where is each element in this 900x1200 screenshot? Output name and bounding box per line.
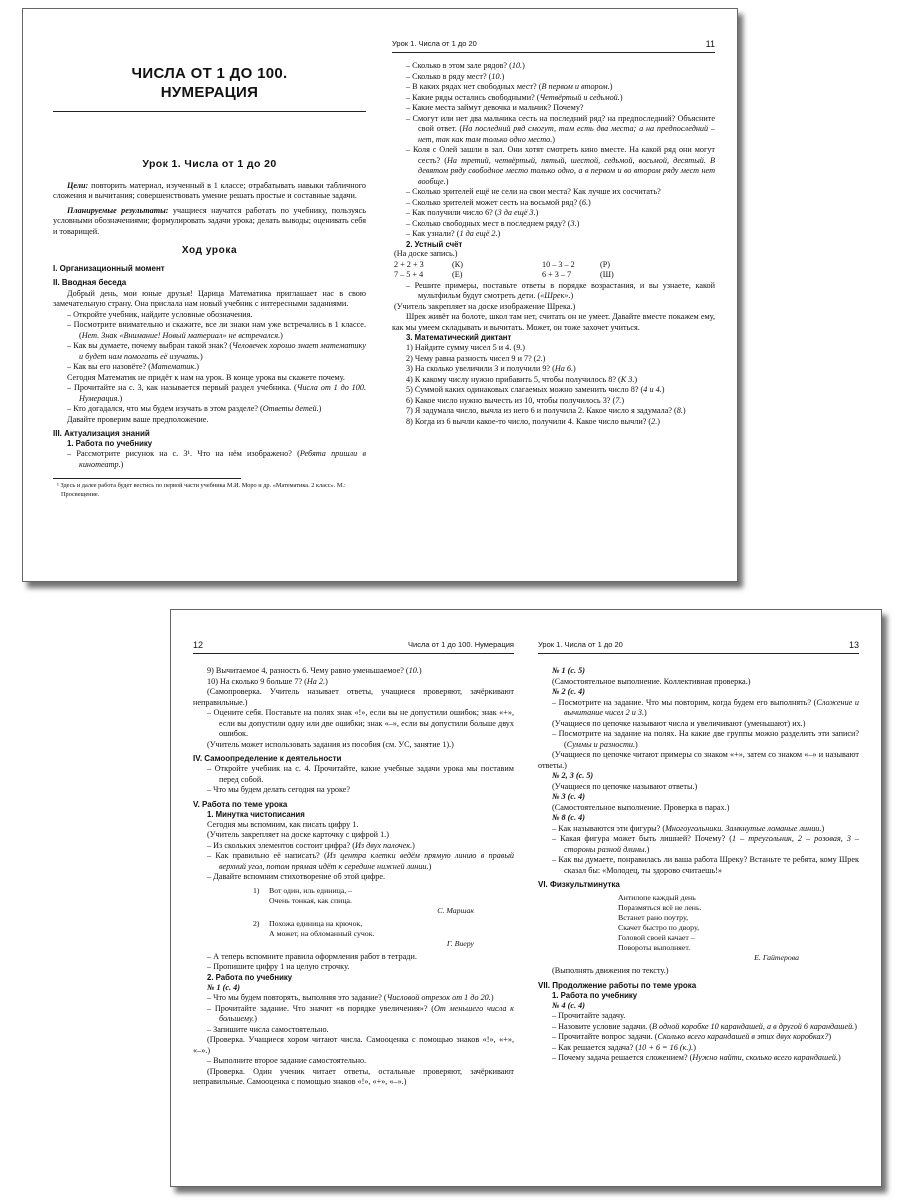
dialogue-line: – Как решается задача? (10 + 6 = 16 (к.).): [552, 1042, 696, 1052]
subsection-heading: 1. Минутка чистописания: [207, 809, 305, 819]
section-heading: V. Работа по теме урока: [193, 799, 288, 809]
dialogue-line: – Как вы думаете, почему выбран такой знак? (Человечек хорошо знает математику и будет нам помогать её изучать.): [67, 341, 366, 361]
paragraph: (Учитель может использовать задания из пособия (см. УС, занятие 1).): [207, 739, 454, 749]
poem: [253, 919, 514, 949]
page-content: [193, 666, 514, 1088]
paragraph: (Учитель закрепляет на доске изображение Шрека.): [394, 301, 576, 311]
poem-number: 2): [253, 918, 260, 928]
dialogue-line: – Пропишите цифру 1 на целую строчку.: [207, 962, 350, 972]
examples-table: [392, 260, 715, 281]
chapter-title: [53, 65, 366, 112]
section-heading: VI. Физкультминутка: [538, 880, 620, 889]
poem: [618, 893, 859, 963]
paragraph: (Учащиеся по цепочке называют ответы.): [552, 781, 698, 791]
paragraph: (Самостоятельное выполнение. Проверка в парах.): [552, 802, 730, 812]
running-header-title: Урок 1. Числа от 1 до 20: [538, 640, 623, 649]
results-paragraph: [53, 206, 366, 238]
page-13: [526, 610, 881, 1186]
lesson-flow-heading: Ход урока: [181, 245, 238, 257]
dialogue-line: – Сколько в ряду мест? (10.): [406, 71, 505, 81]
task-number: № 1 (с. 5): [552, 666, 585, 675]
dialogue-line: – Кто догадался, что мы будем изучать в этом разделе? (Ответы детей.): [67, 404, 322, 414]
footnote-text: ¹ Здесь и далее работа будет вестись по первой части учебника М.И. Моро и др. «Математика. 2 класс». М.: Просвещение.: [57, 482, 346, 498]
dialogue-line: 5) Суммой каких одинаковых слагаемых можно заменить число 8? (4 и 4.): [406, 385, 665, 395]
page-11: [380, 9, 737, 581]
chapter-title-line1: ЧИСЛА ОТ 1 ДО 100.: [131, 65, 288, 82]
dialogue-line: – Посмотрите на задание на полях. На какие две группы можно разделить эти записи? (Суммы и разности.): [552, 729, 859, 749]
dialogue-line: – Как правильно её написать? (Из центра клетки ведём прямую линию в правый верхний угол, потом прямая идёт к середине нижней линии.): [207, 851, 514, 871]
dialogue-line: – Решите примеры, поставьте ответы в порядке возрастания, и вы узнаете, какой мультфильм будут смотреть дети. («Шрек».): [406, 280, 715, 301]
section-heading: I. Организационный момент: [53, 264, 165, 274]
poem-number: 1): [253, 885, 260, 895]
paragraph: (Самопроверка. Учитель называет ответы, учащиеся проверяют, зачёркивают неправильные.): [193, 687, 514, 707]
subsection-heading: 2. Работа по учебнику: [207, 972, 293, 982]
poem-line: Вот один, иль единица, –: [269, 885, 353, 895]
running-header: [392, 39, 715, 53]
dialogue-line: 8) Когда из 6 вычли какое-то число, получили 4. Какое число вычли? (2.): [406, 416, 660, 426]
dialogue-line: – Почему задача решается сложением? (Нужно найти, сколько всего карандашей.): [552, 1053, 841, 1063]
page-content: [538, 666, 859, 1064]
table-cell: 2 + 2 + 3: [394, 259, 424, 269]
poem-line: Поразмяться всё не лень.: [618, 903, 702, 913]
dialogue-line: – Как называются эти фигуры? (Многоугольники. Замкнутые ломаные линии.): [552, 823, 825, 833]
chapter-title-line2: НУМЕРАЦИЯ: [160, 83, 259, 101]
section-heading: III. Актуализация знаний: [53, 429, 150, 439]
dialogue-line: – А теперь вспомните правила оформления работ в тетради.: [207, 951, 417, 961]
running-header: [538, 640, 859, 654]
dialogue-line: 6) Какое число нужно вычесть из 10, чтобы получилось 3? (7.): [406, 395, 625, 405]
paragraph: (Выполнять движения по тексту.): [552, 966, 669, 976]
dialogue-line: 3) На сколько увеличили 3 и получили 9? (На 6.): [406, 364, 576, 374]
footnote: [53, 478, 346, 498]
poem: [253, 886, 514, 916]
dialogue-line: – Оцените себя. Поставьте на полях знак «!», если вы не допустили ошибок; знак «+», если вы допустили одну или две ошибки; знак «–», если вы допустили больше двух ошибок.: [207, 708, 514, 738]
book-spread-bottom: [170, 609, 882, 1187]
task-number: № 8 (с. 4): [552, 813, 585, 822]
task-number: № 2 (с. 4): [552, 687, 585, 696]
poem-author: С. Маршак: [437, 905, 474, 915]
dialogue-line: – Прочитайте задание. Что значит «в порядке увеличения»? (От меньшего числа к большему.): [207, 1003, 514, 1024]
dialogue-line: – Что мы будем делать сегодня на уроке?: [207, 785, 351, 795]
poem-author: Г. Виеру: [446, 938, 474, 948]
running-header: [193, 640, 514, 654]
dialogue-line: – Как узнали? (1 да ещё 2.): [406, 229, 501, 238]
dialogue-line: – Сколько зрителей может сесть на восьмой ряд? (6.): [406, 197, 591, 207]
subsection-heading: 1. Работа по учебнику: [67, 439, 153, 449]
dialogue-line: – Давайте вспомним стихотворение об этой цифре.: [207, 872, 386, 882]
dialogue-line: – Что мы будем повторять, выполняя это задание? (Числовой отрезок от 1 до 20.): [207, 993, 494, 1003]
dialogue-line: – Из скольких элементов состоит цифра? (Из двух палочек.): [207, 840, 415, 850]
paragraph: (Самостоятельное выполнение. Коллективная проверка.): [552, 676, 751, 686]
dialogue-line: – Запишите числа самостоятельно.: [207, 1024, 329, 1034]
dialogue-line: – Посмотрите внимательно и скажите, все ли знаки нам уже встречались в 1 классе. (Нет. Знак «Внимание! Новый материал» не встречался.): [67, 320, 366, 340]
dialogue-line: – Посмотрите на задание. Что мы повторим, когда будем его выполнять? (Сложение и вычитание чисел 2 и 3.): [552, 697, 859, 717]
goals-text: повторить материал, изученный в 1 классе; отрабатывать навыки табличного сложения и вычитания; совершенствовать умение решать простые и составные задачи.: [53, 180, 366, 201]
book-spread-top: [22, 8, 738, 582]
dialogue-line: – Откройте учебник на с. 4. Прочитайте, какие учебные задачи урока мы поставим перед собой.: [207, 764, 514, 784]
poem-line: Антилопе каждый день: [618, 893, 696, 903]
dialogue-line: – Прочитайте задачу.: [552, 1011, 626, 1021]
dialogue-line: – В каких рядах нет свободных мест? (В первом и втором.): [406, 82, 613, 91]
poem-author: Е. Гайтерова: [754, 953, 799, 963]
subsection-heading: 2. Устный счёт: [406, 239, 463, 249]
subsection-heading: 3. Математический диктант: [406, 333, 512, 343]
page-number: 12: [193, 640, 204, 650]
page-12: [171, 610, 526, 1186]
paragraph: Сегодня мы вспомним, как писать цифру 1.: [207, 819, 359, 829]
poem-line: Встанет рано поутру,: [618, 913, 689, 923]
dialogue-line: – Как получили число 6? (3 да ещё 3.): [406, 208, 539, 217]
paragraph: (Проверка. Учащиеся хором читают числа. Самооценка с помощью знаков «!», «+», «–».): [193, 1035, 514, 1055]
list-item: 10) На сколько 9 больше 7? (На 2.): [207, 676, 328, 686]
poem-line: А может, на обломанный сучок.: [269, 928, 375, 938]
lesson-title: Урок 1. Числа от 1 до 20: [142, 157, 277, 170]
paragraph: Сегодня Математик не придёт к нам на урок. В конце урока вы скажете почему.: [67, 372, 345, 382]
dialogue-line: – Рассмотрите рисунок на с. 3¹. Что на нём изображено? (Ребята пришли в кинотеатр.): [67, 449, 366, 469]
table-cell: (Е): [452, 270, 463, 280]
page-number: 13: [848, 640, 859, 650]
poem-line: Очень тонкая, как спица.: [269, 895, 352, 905]
results-label: Планируемые результаты:: [67, 205, 169, 215]
poem-line: Похожа единица на крючок,: [269, 918, 363, 928]
poem-line: Скачет быстро по двору,: [618, 923, 700, 933]
running-header-title: Числа от 1 до 100. Нумерация: [408, 640, 514, 649]
page-10: [23, 9, 380, 581]
dialogue-line: – Прочитайте на с. 3, как называется первый раздел учебника. (Числа от 1 до 100. Нумерация.): [67, 383, 367, 403]
task-number: № 3 (с. 4): [552, 792, 585, 801]
page-number: 11: [705, 39, 715, 49]
subsection-heading: 1. Работа по учебнику: [552, 990, 638, 1000]
table-cell: (К): [452, 259, 463, 269]
dialogue-line: – Сколько свободных мест в последнем ряду? (3.): [406, 218, 580, 228]
dialogue-line: 4) К какому числу нужно прибавить 5, чтобы получилось 8? (К 3.): [406, 374, 638, 384]
dialogue-line: – Какие места займут девочка и мальчик? Почему?: [406, 103, 584, 112]
table-cell: 6 + 3 – 7: [542, 270, 572, 280]
page-content: [392, 61, 715, 427]
dialogue-line: – Смогут или нет два мальчика сесть на последний ряд? на предпоследний? Объясните свой ответ. (На последний ряд смогут, там есть два места; а на предпоследний – нет, так как там только одно место.): [406, 113, 716, 144]
dialogue-line: 7) Я задумала число, вычла из него 6 и получила 2. Какое число я задумала? (8.): [406, 406, 686, 416]
dialogue-line: – Какие ряды остались свободными? (Четвёртый и седьмой.): [406, 92, 623, 102]
paragraph: (На доске запись.): [394, 249, 458, 259]
results-text: учащиеся научатся работать по учебнику, пользуясь условными обозначениями; формулировать задачи урока; делать выводы; оценивать себя и товарищей.: [53, 205, 366, 236]
section-heading: IV. Самоопределение к деятельности: [193, 754, 342, 763]
dialogue-line: 1) Найдите сумму чисел 5 и 4. (9.): [406, 343, 525, 353]
dialogue-line: – Выполните второе задание самостоятельно.: [207, 1056, 367, 1066]
dialogue-line: 2) Чему равна разность чисел 9 и 7? (2.): [406, 353, 546, 363]
dialogue-line: – Как вы его назовёте? (Математик.): [67, 362, 199, 372]
task-number: № 1 (с. 4): [207, 982, 240, 992]
paragraph: Добрый день, мои юные друзья! Царица Математика приглашает нас в свою замечательную страну. Она прислала нам новый учебник с интересными заданиями.: [53, 288, 366, 309]
paragraph: (Учащиеся по цепочке читают примеры со знаком «+», затем со знаком «–» и называют ответы.): [538, 750, 859, 770]
dialogue-line: – Сколько в этом зале рядов? (10.): [406, 61, 525, 70]
table-cell: 10 – 3 – 2: [542, 259, 575, 269]
paragraph: (Учитель закрепляет на доске карточку с цифрой 1.): [207, 830, 389, 840]
dialogue-line: – Какая фигура может быть лишней? Почему? (1 – треугольник, 2 – розовая, 3 – стороны разной длины.): [552, 834, 860, 854]
running-header-title: Урок 1. Числа от 1 до 20: [392, 39, 477, 48]
list-item: 9) Вычитаемое 4, разность 6. Чему равно уменьшаемое? (10.): [207, 666, 422, 675]
task-number: № 4 (с. 4): [552, 1000, 585, 1010]
section-heading: II. Вводная беседа: [53, 278, 127, 288]
table-cell: (Р): [600, 259, 611, 269]
dialogue-line: – Как вы думаете, понравилась ли ваша работа Шреку? Встаньте те ребята, кому Шрек сказал бы: «Молодец, ты здорово считаешь!»: [552, 855, 859, 875]
poem-line: Головой своей качает –: [618, 933, 695, 943]
dialogue-line: – Прочитайте вопрос задачи. (Сколько всего карандашей в этих двух коробках?): [552, 1032, 832, 1042]
dialogue-line: – Назовите условие задачи. (В одной коробке 10 карандашей, а в другой 6 карандашей.): [552, 1021, 857, 1031]
paragraph: (Проверка. Один ученик читает ответы, остальные проверяют, зачёркивают неправильные. Самооценка с помощью знаков «!», «+», «–».): [193, 1066, 514, 1087]
goals-label: Цели:: [67, 180, 89, 190]
paragraph: Шрек живёт на болоте, школ там нет, считать он не умеет. Давайте вместе покажем ему, как мы умеем складывать и вычитать. Может, он тоже захочет учиться.: [392, 312, 715, 332]
poem-line: Повороты выполняет.: [618, 943, 691, 953]
paragraph: (Учащиеся по цепочке называют числа и увеличивают (уменьшают) их.): [552, 718, 806, 728]
dialogue-line: – Коля с Олей зашли в зал. Они хотят смотреть кино вместе. На какой ряд они могут сесть? (На третий, четвёртый, пятый, шестой, седьмой, восьмой, десятый. В девятом ряду свободное место только одно, а в первом и во втором ряду мест нет вообще.): [406, 145, 715, 186]
dialogue-line: – Откройте учебник, найдите условные обозначения.: [67, 309, 253, 319]
table-cell: 7 – 5 + 4: [394, 270, 424, 280]
goals-paragraph: [53, 181, 366, 202]
task-number: № 2, 3 (с. 5): [552, 771, 594, 780]
dialogue-line: – Сколько зрителей ещё не сели на свои места? Как лучше их сосчитать?: [406, 187, 661, 196]
table-cell: (Ш): [600, 270, 614, 280]
paragraph: Давайте проверим ваше предположение.: [67, 414, 209, 424]
section-heading: VII. Продолжение работы по теме урока: [538, 980, 697, 990]
